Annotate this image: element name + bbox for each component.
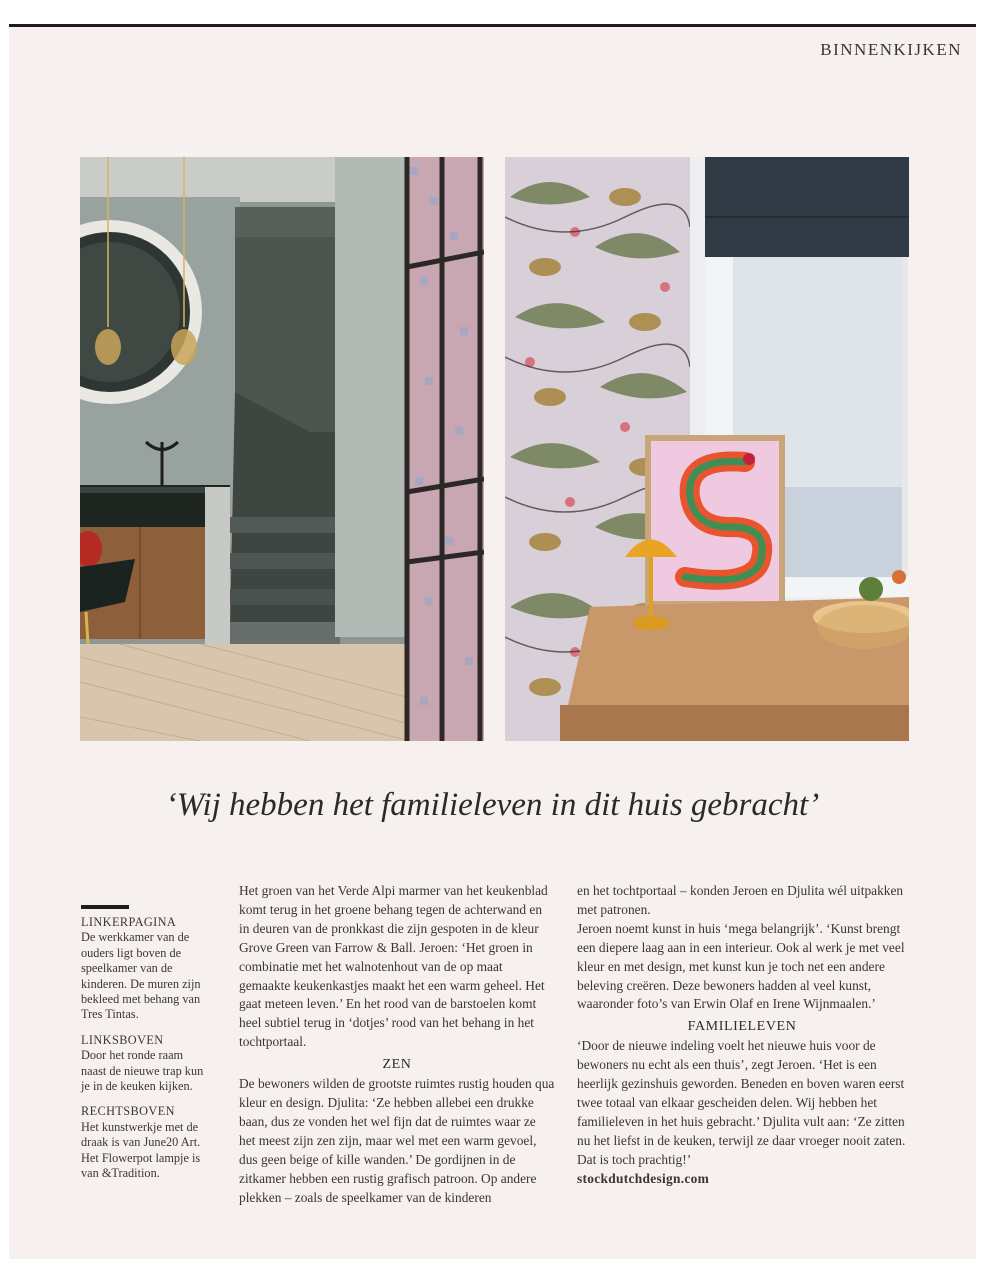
pull-quote: ‘Wij hebben het familieleven in dit huis gebracht’ — [165, 787, 820, 823]
caption-heading: RECHTSBOVEN — [81, 1104, 175, 1119]
caption-top-right — [81, 1104, 209, 1181]
subheading-zen: ZEN — [382, 1057, 412, 1073]
caption-left-page — [81, 915, 209, 1023]
caption-top-left — [81, 1033, 209, 1095]
article-paragraph: Het groen van het Verde Alpi marmer van het keukenblad komt terug in het groene behang tegen de achterwand en in deuren van de pronkkast die zijn gespoten in de kleur Grove Green van Farrow & Ball. Jeroen: ‘Het groen in combinatie met het walnotenhout van de op maat gemaakte keukenkastjes maakt het een warm geheel. Het gaat meteen leven.’ En het rood van de barstoelen komt heel subtiel terug in ‘dotjes’ rood van het behang in het tochtportaal. — [239, 883, 548, 1050]
caption-heading: LINKERPAGINA — [81, 915, 177, 929]
subheading-familieleven: FAMILIELEVEN — [687, 1019, 797, 1035]
kitchen-staircase-image — [80, 157, 484, 741]
article-column-middle — [239, 882, 555, 1207]
photo-captions — [81, 915, 209, 1192]
caption-text: Het kunstwerkje met de draak is van June20 Art. Het Flowerpot lampje is van &Tradition. — [81, 1119, 201, 1181]
caption-text: Door het ronde raam naast de nieuwe trap kun je in de keuken kijken. — [81, 1048, 204, 1094]
caption-heading: LINKSBOVEN — [81, 1032, 164, 1047]
section-label: BINNENKIJKEN — [820, 40, 962, 59]
caption-rule — [81, 905, 129, 909]
dragon-art-lamp-image — [505, 157, 909, 741]
article-paragraph: Jeroen noemt kunst in huis ‘mega belangrijk’. ‘Kunst brengt een diepere laag aan in een interieur. Ook al werk je met veel kleur en met design, met kunst kun je toch net een andere beleving creëren. Deze bewoners hadden al veel kunst, waaronder foto’s van Erwin Olaf en Irene Wijnmaalen.’ — [577, 920, 905, 1012]
article-paragraph: en het tochtportaal – konden Jeroen en Djulita wél uitpakken met patronen. — [577, 883, 904, 917]
article-column-right — [577, 882, 907, 1189]
magazine-page — [9, 24, 976, 1259]
website-link[interactable]: stockdutchdesign.com — [577, 1170, 710, 1186]
article-paragraph: ‘Door de nieuwe indeling voelt het nieuwe huis voor de bewoners nu echt als een thuis’, zegt Jeroen. ‘Het is een heerlijk gezinshuis geworden. Beneden en boven waren eerst twee totaal van elkaar gescheiden delen. Wij hebben het familieleven in het huis gebracht.’ Djulita vult aan: ‘Ze zitten nu het liefst in de keuken, terwijl ze daar vroeger nooit zaten. Dat is toch prachtig!’ — [577, 1038, 906, 1167]
article-paragraph: De bewoners wilden de grootste ruimtes rustig houden qua kleur en design. Djulita: ‘Ze hebben allebei een drukke baan, dus ze vonden het wel fijn dat de ruimtes waar ze het meest zijn zen zijn, maar wel met een warm gevoel, dus geen beige of kille wanden.’ De gordijnen in de zitkamer hebben een rustig grafisch patroon. Op andere plekken – zoals de speelkamer van de kinderen — [239, 1076, 555, 1205]
kitchen-staircase-photo — [80, 157, 484, 741]
caption-text: De werkkamer van de ouders ligt boven de speelkamer van de kinderen. De muren zijn bekleed met behang van Tres Tintas. — [81, 930, 201, 1022]
dragon-art-lamp-photo — [505, 157, 909, 741]
